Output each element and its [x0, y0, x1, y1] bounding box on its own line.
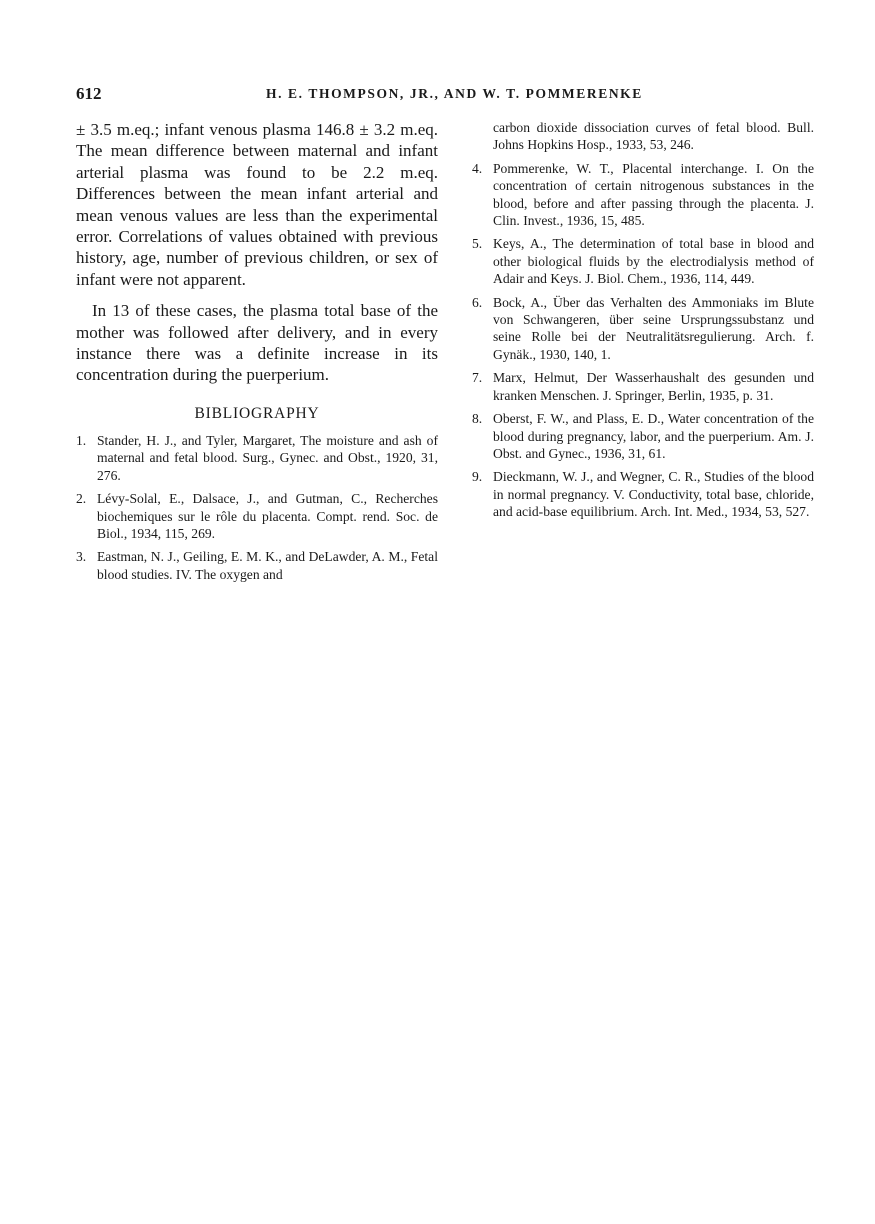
right-column	[472, 119, 814, 527]
reference-number: 1.	[76, 432, 87, 448]
reference-item	[472, 160, 814, 230]
page-number: 612	[76, 84, 102, 103]
reference-item	[472, 294, 814, 364]
reference-number: 2.	[76, 491, 87, 507]
reference-item	[76, 548, 438, 583]
reference-text: Pommerenke, W. T., Placental interchange. I. On the concentration of certain nitrogenous substances in the blood, before and after passing through the placenta. J. Clin. Invest., 1936, 15, 485.	[493, 160, 814, 229]
page-header	[76, 84, 816, 108]
reference-item	[472, 235, 814, 287]
reference-number: 7.	[472, 370, 483, 386]
reference-number: 5.	[472, 236, 483, 252]
body-paragraph: In 13 of these cases, the plasma total base of the mother was followed after delivery, and in every instance there was a definite increase in its concentration during the puerperium.	[76, 301, 438, 385]
reference-text: Oberst, F. W., and Plass, E. D., Water concentration of the blood during pregnancy, labor, and the puerperium. Am. J. Obst. and Gynec., 1936, 31, 61.	[493, 411, 814, 461]
bibliography-heading: BIBLIOGRAPHY	[194, 404, 320, 422]
body-paragraph: ± 3.5 m.eq.; infant venous plasma 146.8 ± 3.2 m.eq. The mean difference between maternal and infant arterial plasma was found to be 2.2 m.eq. Differences between the mean infant arterial and mean venous values are less than the experimental error. Correlations of values obtained with previous history, age, number of previous children, or sex of infant were not apparent.	[76, 120, 438, 289]
reference-text: Dieckmann, W. J., and Wegner, C. R., Studies of the blood in normal pregnancy. V. Conductivity, total base, chloride, and acid-base equilibrium. Arch. Int. Med., 1934, 53, 527.	[493, 469, 814, 520]
reference-number: 4.	[472, 160, 483, 176]
reference-text: Bock, A., Über das Verhalten des Ammoniaks im Blute von Schwangeren, über seine Ursprungssubstanz und seine Rolle bei der Neutralitätsregulierung. Arch. f. Gynäk., 1930, 140, 1.	[493, 294, 814, 362]
reference-text: Eastman, N. J., Geiling, E. M. K., and DeLawder, A. M., Fetal blood studies. IV. The oxygen and	[97, 549, 438, 582]
reference-item	[76, 490, 438, 542]
reference-number: 8.	[472, 411, 483, 427]
left-column	[76, 119, 438, 589]
reference-text: Keys, A., The determination of total base in blood and other biological fluids by the electrodialysis method of Adair and Keys. J. Biol. Chem., 1936, 114, 449.	[493, 236, 814, 287]
reference-item	[472, 369, 814, 404]
reference-number: 3.	[76, 549, 87, 565]
reference-number: 9.	[472, 469, 483, 485]
reference-item	[472, 410, 814, 462]
running-head: H. E. THOMPSON, JR., AND W. T. POMMERENKE	[266, 86, 643, 101]
reference-text: Stander, H. J., and Tyler, Margaret, The moisture and ash of maternal and fetal blood. Surg., Gynec. and Obst., 1920, 31, 276.	[97, 432, 438, 483]
reference-item	[76, 432, 438, 484]
reference-text: Lévy-Solal, E., Dalsace, J., and Gutman, C., Recherches biochemiques sur le rôle du placenta. Compt. rend. Soc. de Biol., 1934, 115, 269.	[97, 491, 438, 541]
reference-text: Marx, Helmut, Der Wasserhaushalt des gesunden und kranken Menschen. J. Springer, Berlin, 1935, p. 31.	[493, 370, 814, 403]
reference-item	[472, 468, 814, 520]
reference-continuation: carbon dioxide dissociation curves of fetal blood. Bull. Johns Hopkins Hosp., 1933, 53, 246.	[493, 120, 814, 153]
reference-number: 6.	[472, 294, 483, 310]
